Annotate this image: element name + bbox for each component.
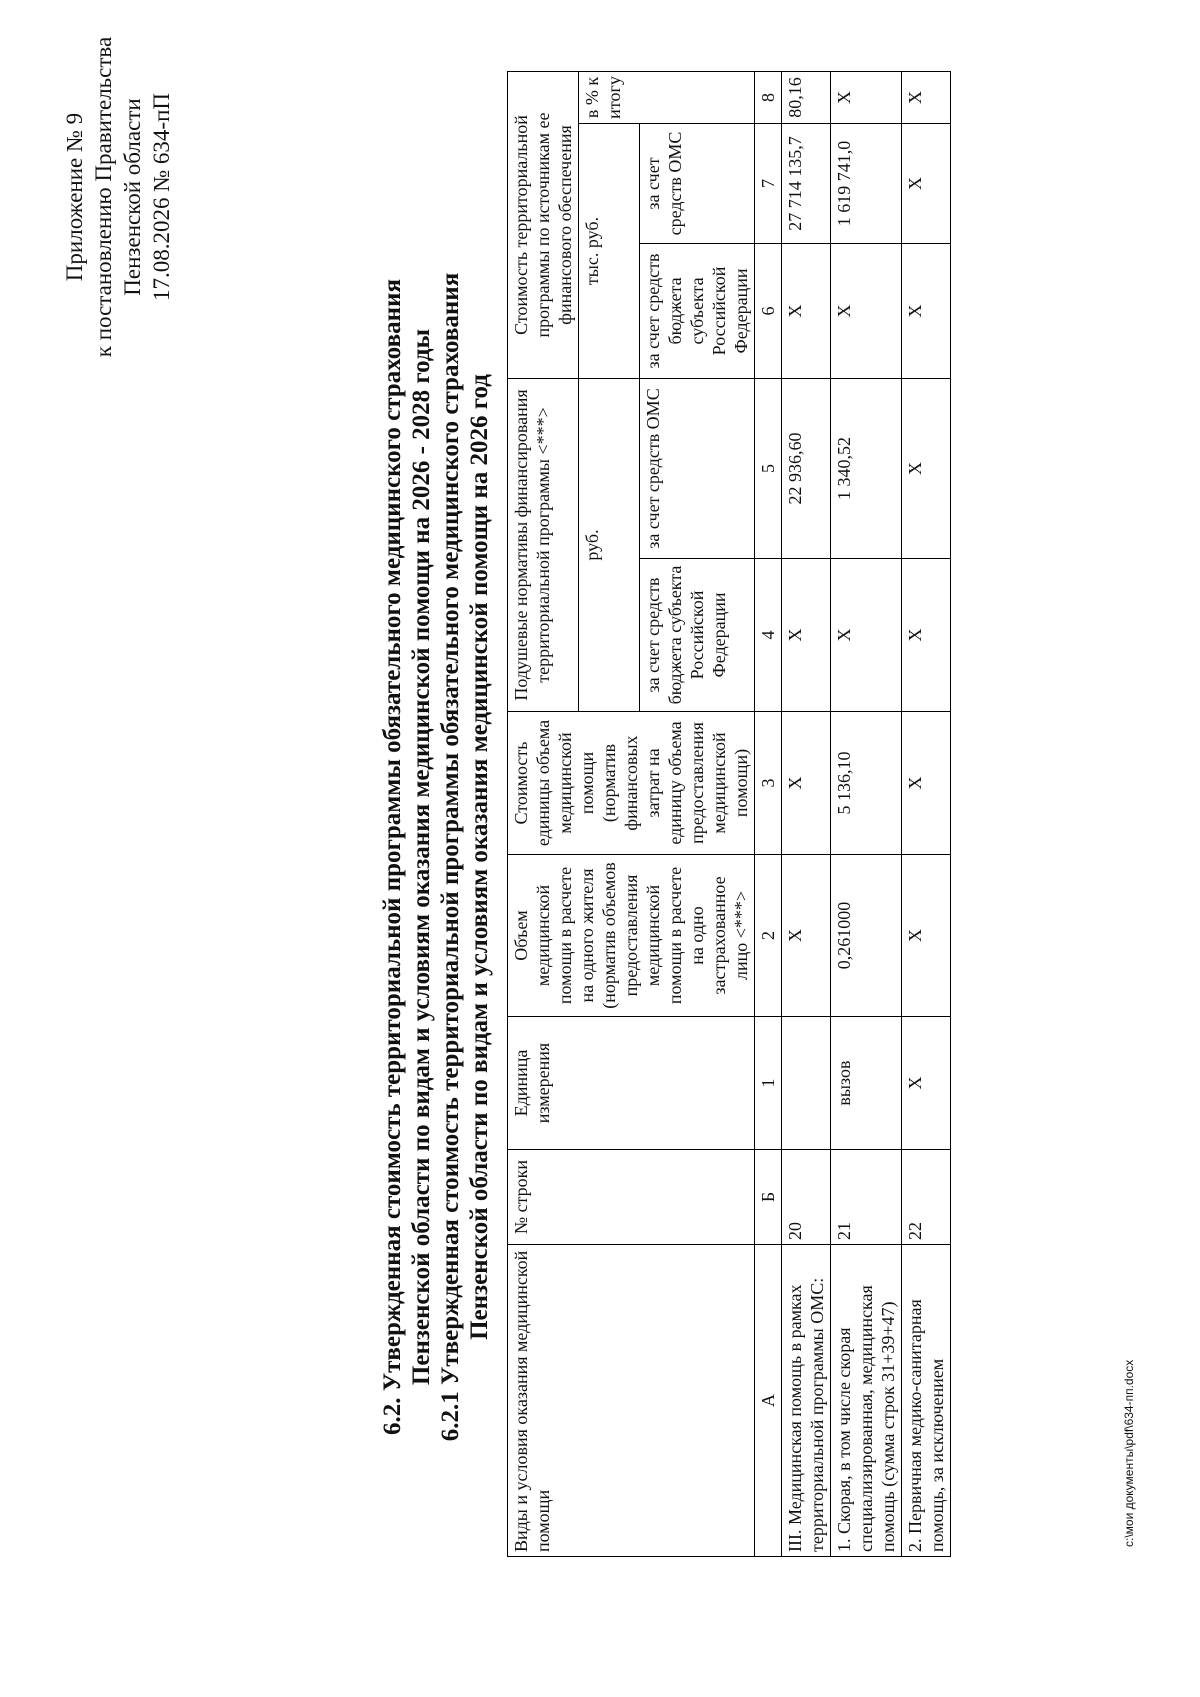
header-percent: в % к итогу — [579, 71, 755, 123]
cell-unit: X — [902, 1017, 951, 1150]
header-rub: руб. — [579, 378, 640, 711]
header-total-cost: Стоимость территориальной программы по источникам ее финансового обеспечения — [508, 71, 579, 378]
col-num-6: 6 — [755, 243, 782, 378]
cell-unit — [782, 1017, 831, 1150]
header-thousand-rub: тыс. руб. — [579, 123, 640, 378]
table-row — [831, 71, 902, 1556]
cell-volume: 0,261000 — [831, 855, 902, 1017]
cell-percent: X — [831, 71, 902, 123]
heading-2-line-2: Пензенской области по видам и условиям оказания медицинской помощи на 2026 год — [466, 374, 493, 1340]
col-num-4: 4 — [755, 559, 782, 712]
document-heading — [378, 167, 494, 1547]
cell-kind: 1. Скорая, в том числе скорая специализированная, медицинская помощь (сумма строк 31+39+47) — [831, 1245, 902, 1557]
header-row-no: № строки — [508, 1150, 755, 1245]
cell-cost: X — [902, 712, 951, 855]
header-unit-cost: Стоимость единицы объема медицинской помощи (норматив финансовых затрат на единицу объема предоставления медицинской помощи) — [508, 712, 755, 855]
header-row-1 — [508, 71, 579, 1556]
appendix-block — [60, 17, 176, 377]
column-number-row — [755, 71, 782, 1556]
header-pc-oms: за счет средств ОМС — [640, 378, 755, 558]
header-volume: Объем медицинской помощи в расчете на одного жителя (норматив объемов предоставления медицинской помощи в расчете на одно застрахованное лицо <***> — [508, 855, 755, 1017]
cell-tc-oms: X — [902, 123, 951, 243]
col-num-b: Б — [755, 1150, 782, 1245]
header-kinds: Виды и условия оказания медицинской помощи — [508, 1245, 755, 1557]
appendix-line-2: к постановлению Правительства — [91, 36, 116, 358]
header-tc-budget: за счет средств бюджета субъекта Российской Федерации — [640, 243, 755, 378]
col-num-3: 3 — [755, 712, 782, 855]
col-num-1: 1 — [755, 1017, 782, 1150]
cell-pc-budget: X — [831, 559, 902, 712]
cell-unit: вызов — [831, 1017, 902, 1150]
cell-tc-budget: X — [831, 243, 902, 378]
appendix-line-4: 17.08.2026 № 634-пП — [149, 92, 174, 302]
heading-2-line-1: 6.2.1 Утвержденная стоимость территориальной программы обязательного медицинского страхования — [437, 272, 464, 1442]
col-num-5: 5 — [755, 378, 782, 558]
cell-pc-oms: 1 340,52 — [831, 378, 902, 558]
cost-table — [507, 71, 951, 1557]
cell-cost: 5 136,10 — [831, 712, 902, 855]
appendix-line-3: Пензенской области — [120, 98, 145, 296]
cell-kind: 2. Первичная медико-санитарная помощь, за исключением — [902, 1245, 951, 1557]
header-unit: Единица измерения — [508, 1017, 755, 1150]
cell-kind: III. Медицинская помощь в рамках территориальной программы ОМС: — [782, 1245, 831, 1557]
cell-row-no: 20 — [782, 1150, 831, 1245]
cell-pc-budget: X — [902, 559, 951, 712]
cell-row-no: 22 — [902, 1150, 951, 1245]
cell-volume: X — [902, 855, 951, 1017]
appendix-line-1: Приложение № 9 — [62, 112, 87, 282]
cell-tc-oms: 27 714 135,7 — [782, 123, 831, 243]
table-row — [902, 71, 951, 1556]
col-num-2: 2 — [755, 855, 782, 1017]
cell-percent: X — [902, 71, 951, 123]
col-num-a: А — [755, 1245, 782, 1557]
header-per-capita: Подушевые нормативы финансирования территориальной программы <***> — [508, 378, 579, 711]
col-num-8: 8 — [755, 71, 782, 123]
col-num-7: 7 — [755, 123, 782, 243]
cell-tc-budget: X — [902, 243, 951, 378]
cell-volume: X — [782, 855, 831, 1017]
heading-1-line-2: Пензенской области по видам и условиям оказания медицинской помощи на 2026 - 2028 годы — [408, 328, 435, 1386]
cell-pc-oms: 22 936,60 — [782, 378, 831, 558]
cell-row-no: 21 — [831, 1150, 902, 1245]
cell-pc-oms: X — [902, 378, 951, 558]
cell-tc-oms: 1 619 741,0 — [831, 123, 902, 243]
cell-pc-budget: X — [782, 559, 831, 712]
heading-1-line-1: 6.2. Утвержденная стоимость территориальной программы обязательного медицинского страхования — [379, 279, 406, 1435]
table-row — [782, 71, 831, 1556]
header-tc-oms: за счет средств ОМС — [640, 123, 755, 243]
cell-tc-budget: X — [782, 243, 831, 378]
cell-cost: X — [782, 712, 831, 855]
file-path-footer: c:\мои документы\pdf\634-пп.docx — [1122, 1359, 1136, 1547]
cell-percent: 80,16 — [782, 71, 831, 123]
header-pc-budget: за счет средств бюджета субъекта Российской Федерации — [640, 559, 755, 712]
